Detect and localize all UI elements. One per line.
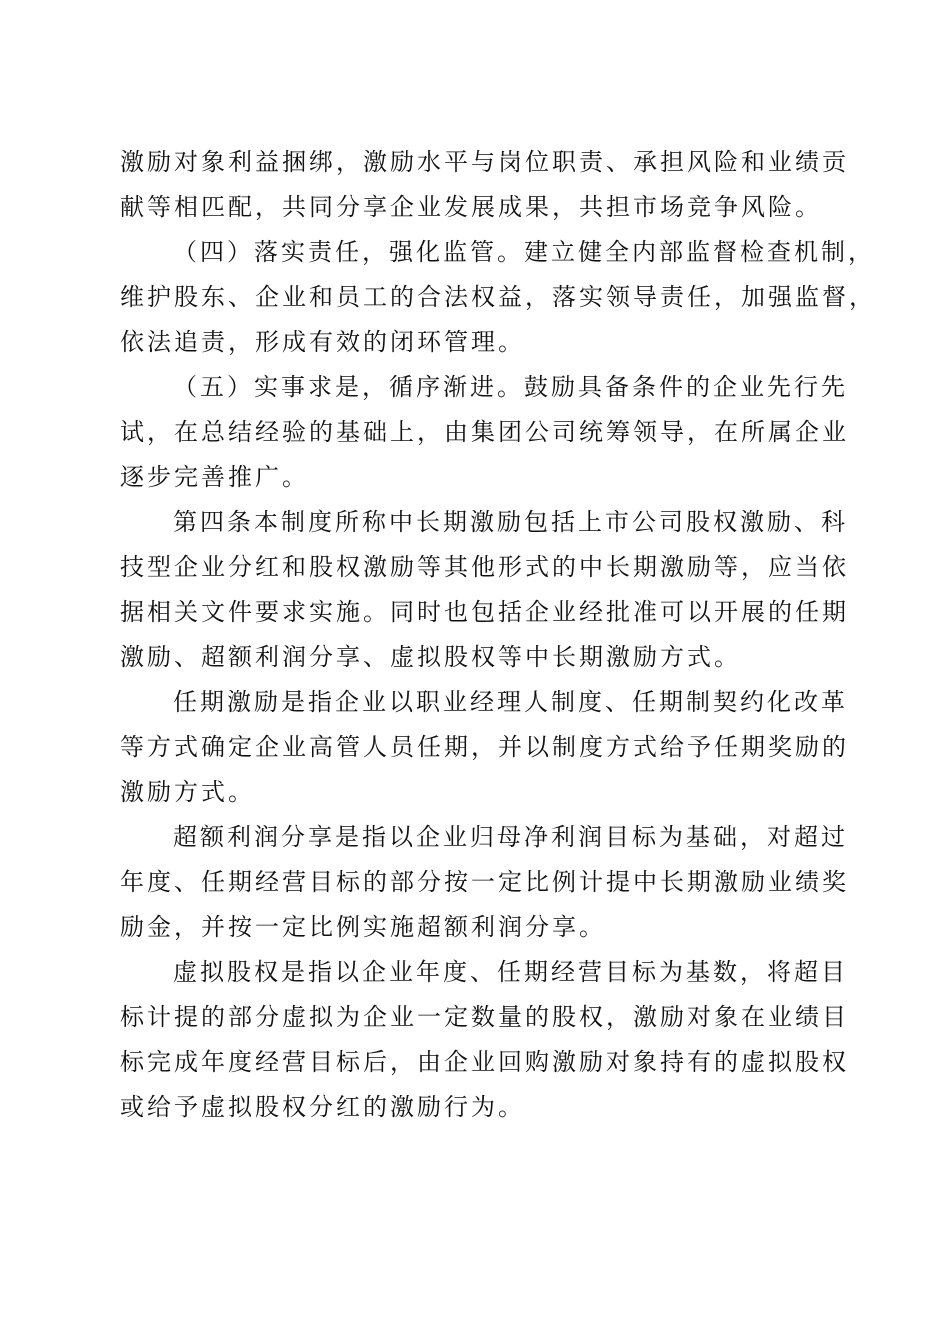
paragraph-line: 维护股东、企业和员工的合法权益，落实领导责任，加强监督， [120, 283, 876, 311]
paragraph-line: 据相关文件要求实施。同时也包括企业经批准可以开展的任期 [120, 598, 849, 626]
paragraph-line: （五）实事求是，循序渐进。鼓励具备条件的企业先行先 [173, 373, 848, 401]
paragraph-line: 励金，并按一定比例实施超额利润分享。 [120, 913, 606, 941]
paragraph-line: （四）落实责任，强化监管。建立健全内部监督检查机制， [173, 238, 875, 266]
paragraph-line: 依法追责，形成有效的闭环管理。 [120, 328, 525, 356]
paragraph-6 [120, 815, 849, 950]
paragraph-line: 等方式确定企业高管人员任期，并以制度方式给予任期奖励的 [120, 733, 849, 761]
paragraph-7 [120, 950, 849, 1130]
paragraph-line: 年度、任期经营目标的部分按一定比例计提中长期激励业绩奖 [120, 868, 849, 896]
paragraph-4 [120, 500, 849, 680]
paragraph-line: 标完成年度经营目标后，由企业回购激励对象持有的虚拟股权 [120, 1048, 849, 1076]
paragraph-line: 第四条本制度所称中长期激励包括上市公司股权激励、科 [173, 508, 848, 536]
paragraph-5 [120, 680, 849, 815]
paragraph-line: 任期激励是指企业以职业经理人制度、任期制契约化改革 [173, 688, 848, 716]
paragraph-line: 激励对象利益捆绑，激励水平与岗位职责、承担风险和业绩贡 [120, 148, 849, 176]
paragraph-line: 激励、超额利润分享、虚拟股权等中长期激励方式。 [120, 643, 741, 671]
paragraph-1 [120, 140, 849, 230]
paragraph-line: 技型企业分红和股权激励等其他形式的中长期激励等，应当依 [120, 553, 849, 581]
paragraph-line: 超额利润分享是指以企业归母净利润目标为基础，对超过 [173, 823, 848, 851]
paragraph-line: 逐步完善推广。 [120, 463, 309, 491]
paragraph-3 [120, 365, 849, 500]
document-body [120, 140, 876, 1130]
paragraph-line: 标计提的部分虚拟为企业一定数量的股权，激励对象在业绩目 [120, 1003, 849, 1031]
paragraph-line: 或给予虚拟股权分红的激励行为。 [120, 1093, 525, 1121]
paragraph-line: 试，在总结经验的基础上，由集团公司统筹领导，在所属企业 [120, 418, 849, 446]
paragraph-line: 献等相匹配，共同分享企业发展成果，共担市场竞争风险。 [120, 193, 822, 221]
paragraph-2 [120, 230, 876, 365]
paragraph-line: 激励方式。 [120, 778, 255, 806]
paragraph-line: 虚拟股权是指以企业年度、任期经营目标为基数，将超目 [173, 958, 848, 986]
